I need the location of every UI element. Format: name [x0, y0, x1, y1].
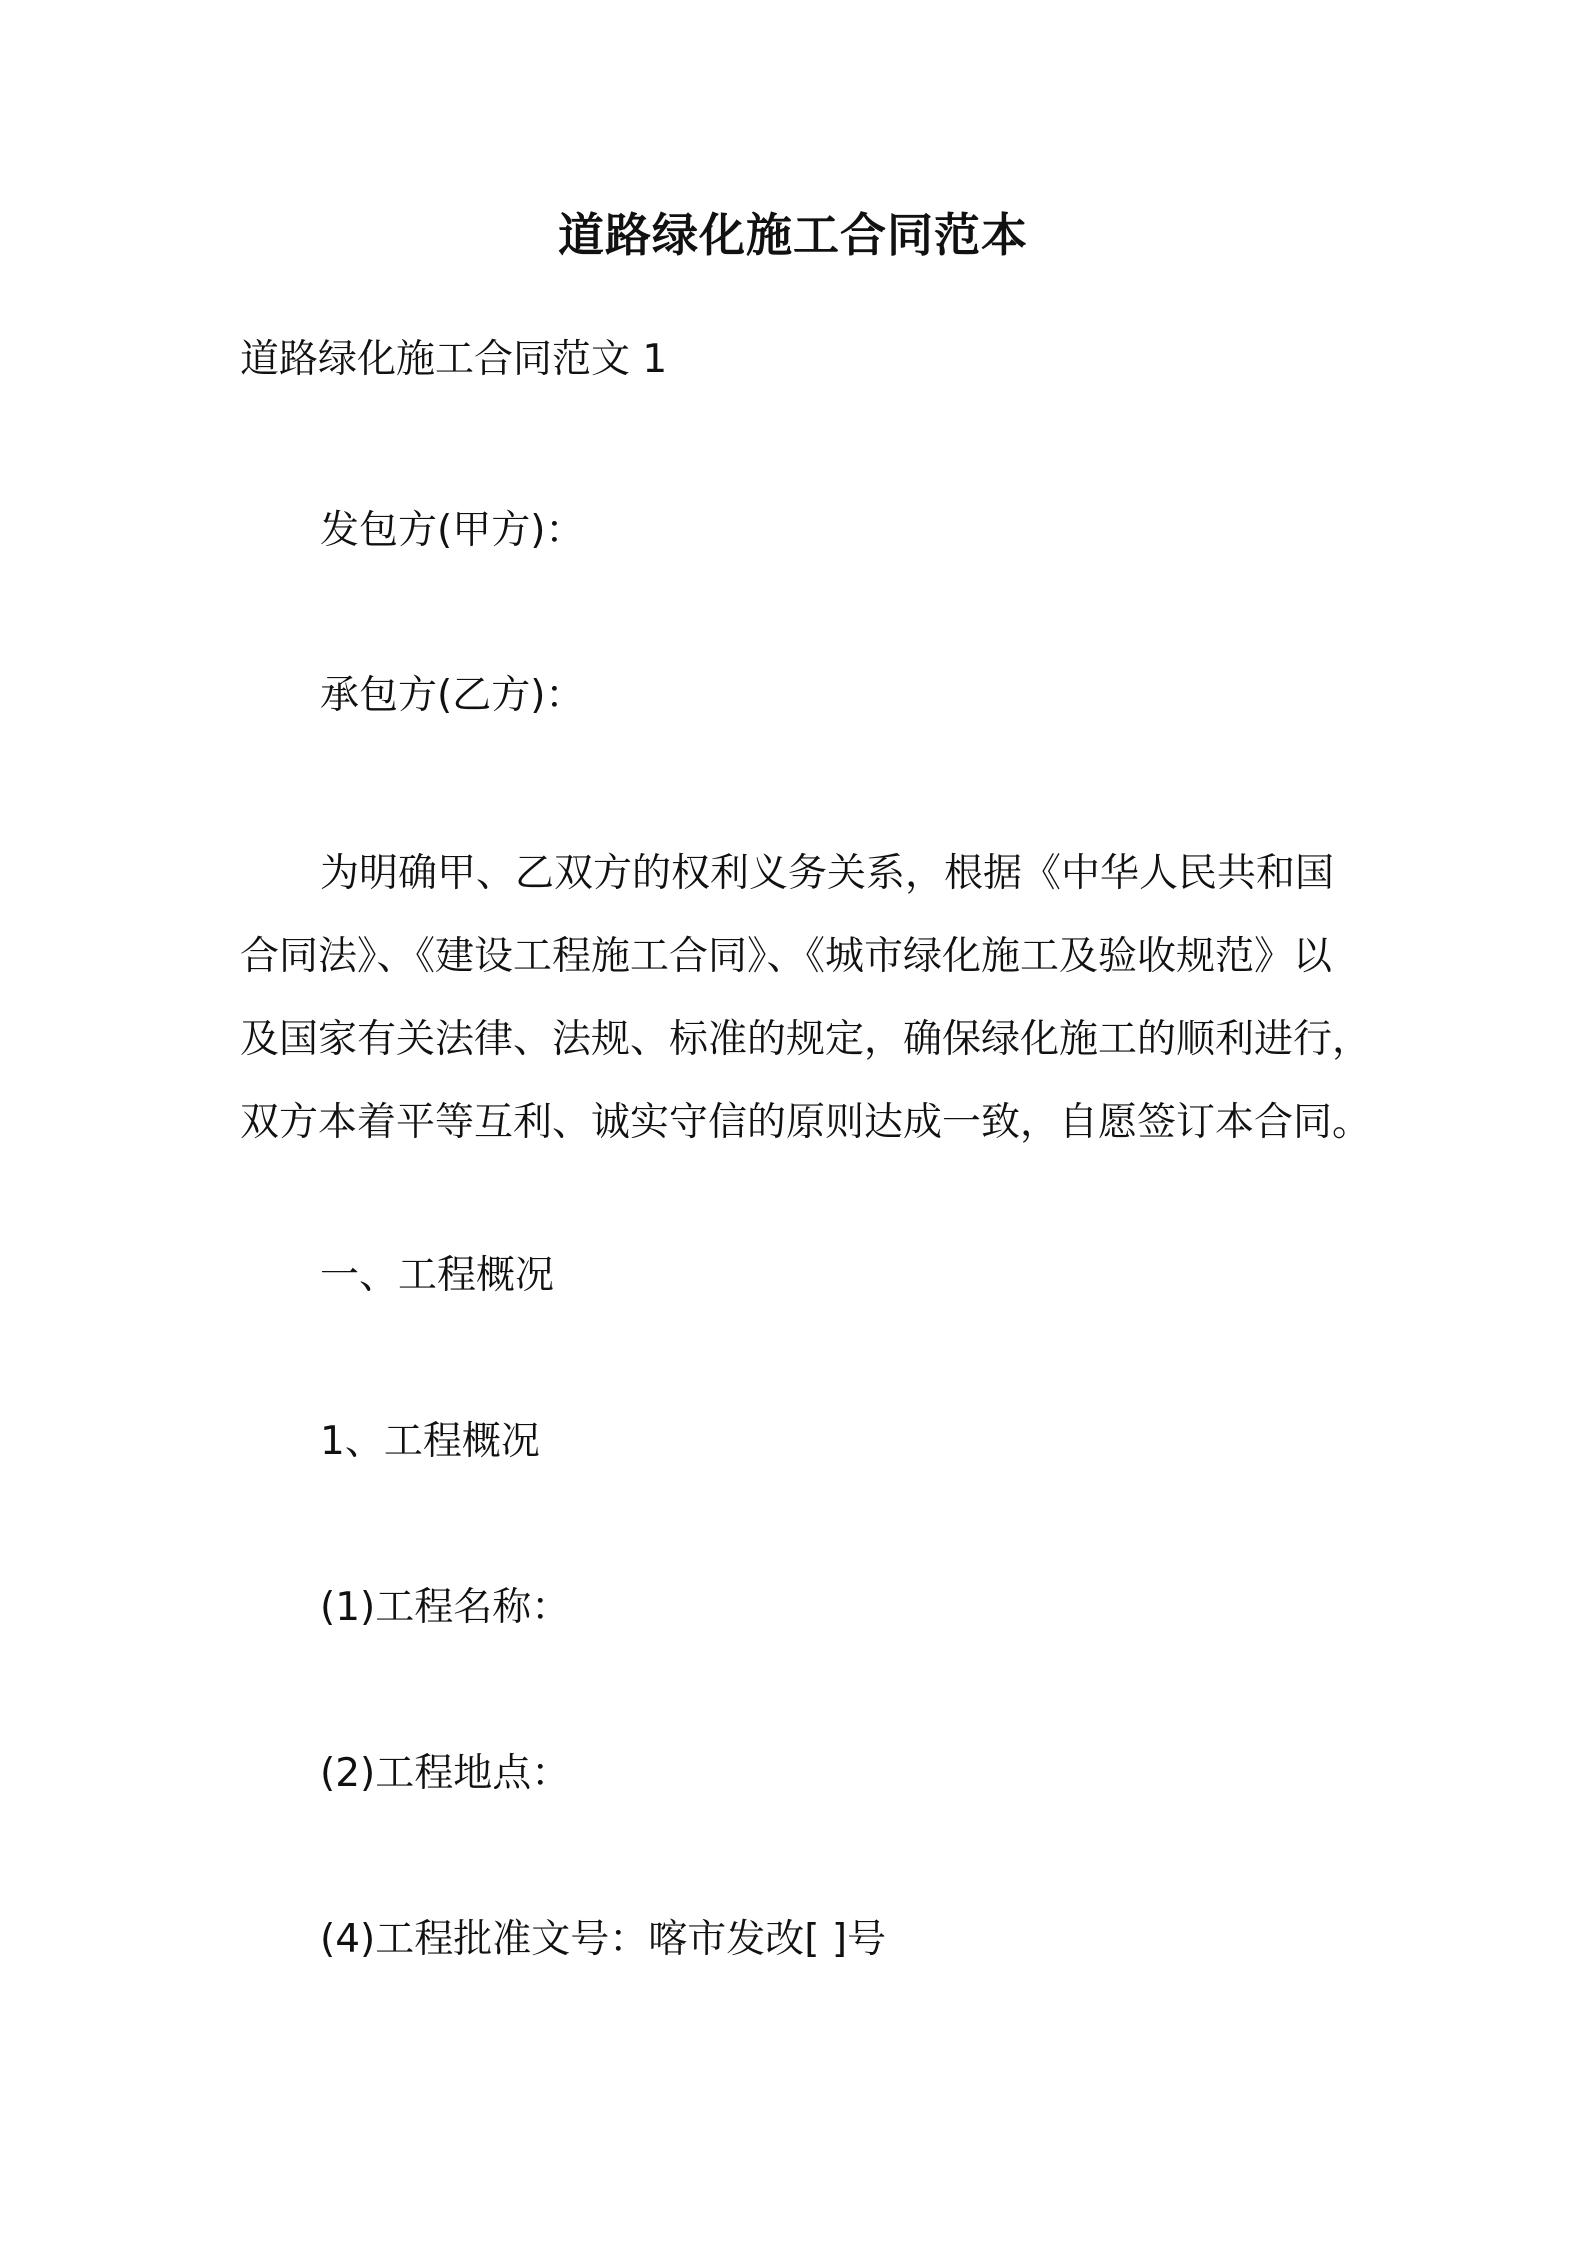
document-subtitle: 道路绿化施工合同范文 1	[240, 337, 668, 382]
party-a-label: 发包方(甲方)：	[320, 508, 585, 553]
intro-line: 为明确甲、乙双方的权利义务关系，根据《中华人民共和国	[320, 851, 1335, 896]
item-project-location: (2)工程地点：	[320, 1751, 571, 1796]
document-title: 道路绿化施工合同范本	[558, 208, 1028, 262]
item-project-overview: 1、工程概况	[320, 1419, 540, 1464]
item-approval-number: (4)工程批准文号：喀市发改[ ]号	[320, 1917, 887, 1962]
item-project-name: (1)工程名称：	[320, 1585, 571, 1630]
intro-line: 及国家有关法律、法规、标准的规定，确保绿化施工的顺利进行，	[240, 1017, 1372, 1062]
intro-line: 合同法》、《建设工程施工合同》、《城市绿化施工及验收规范》以	[240, 934, 1333, 979]
section-heading-project-overview: 一、工程概况	[320, 1253, 555, 1298]
intro-paragraph	[240, 832, 1390, 1164]
intro-line: 双方本着平等互利、诚实守信的原则达成一致，自愿签订本合同。	[240, 1100, 1372, 1145]
party-b-label: 承包方(乙方)：	[320, 673, 585, 718]
